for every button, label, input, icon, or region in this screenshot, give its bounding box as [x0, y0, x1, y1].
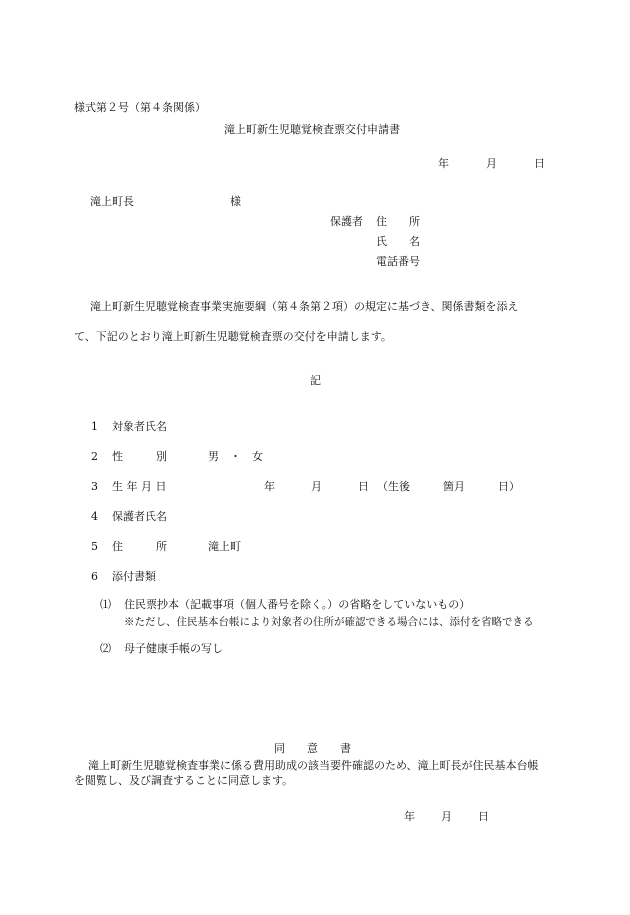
consent-line-1: 滝上町新生児聴覚検査事業に係る費用助成の該当要件確認のため、滝上町長が住民基本台帳	[88, 759, 539, 772]
consent-date-day: 日	[478, 810, 489, 823]
form-title: 滝上町新生児聴覚検査票交付申請書	[224, 123, 400, 136]
item-2-label: 性 別	[112, 450, 167, 463]
item-3-year: 年	[264, 480, 275, 493]
item-3-age: （生後 箇月 日）	[377, 480, 520, 493]
item-5-label: 住 所	[112, 540, 167, 553]
item-5-number: 5	[91, 540, 98, 553]
item-3-month: 月	[311, 480, 322, 493]
item-6-label: 添付書類	[112, 570, 156, 583]
ki-heading: 記	[310, 374, 321, 387]
consent-line-2: を閲覧し、及び調査することに同意します。	[74, 774, 294, 787]
attachment-1-number: ⑴	[100, 598, 111, 611]
date-year-label: 年	[438, 157, 449, 170]
item-6-number: 6	[91, 570, 98, 583]
item-3-label: 生 年 月 日	[112, 480, 167, 493]
item-4-label: 保護者氏名	[112, 510, 167, 523]
date-month-label: 月	[486, 157, 497, 170]
item-1-label: 対象者氏名	[112, 420, 167, 433]
attachment-1-text: 住民票抄本（記載事項（個人番号を除く。）の省略をしていないもの）	[124, 598, 471, 611]
date-day-label: 日	[534, 157, 545, 170]
item-4-number: 4	[91, 510, 98, 523]
phone-label: 電話番号	[376, 255, 420, 268]
body-line-2: て、下記のとおり滝上町新生児聴覚検査票の交付を申請します。	[74, 330, 392, 343]
item-2-value: 男 ・ 女	[208, 450, 263, 463]
item-5-value: 滝上町	[208, 540, 241, 553]
body-line-1: 滝上町新生児聴覚検査事業実施要綱（第４条第２項）の規定に基づき、関係書類を添え	[90, 300, 519, 313]
consent-title: 同 意 書	[274, 742, 351, 755]
attachment-2-text: 母子健康手帳の写し	[124, 642, 223, 655]
item-3-day: 日	[358, 480, 369, 493]
guardian-label: 保護者	[330, 215, 363, 228]
addressee-honorific: 様	[230, 195, 241, 208]
consent-date-month: 月	[441, 810, 452, 823]
address-label: 住 所	[376, 215, 420, 228]
form-number: 様式第２号（第４条関係）	[74, 101, 206, 114]
addressee-name: 滝上町長	[90, 195, 134, 208]
name-label: 氏 名	[376, 235, 420, 248]
attachment-1-note: ※ただし、住民基本台帳により対象者の住所が確認できる場合には、添付を省略できる	[124, 616, 534, 628]
item-1-number: 1	[91, 420, 98, 433]
item-3-number: 3	[91, 480, 98, 493]
consent-date-year: 年	[404, 810, 415, 823]
attachment-2-number: ⑵	[100, 642, 111, 655]
item-2-number: 2	[91, 450, 98, 463]
